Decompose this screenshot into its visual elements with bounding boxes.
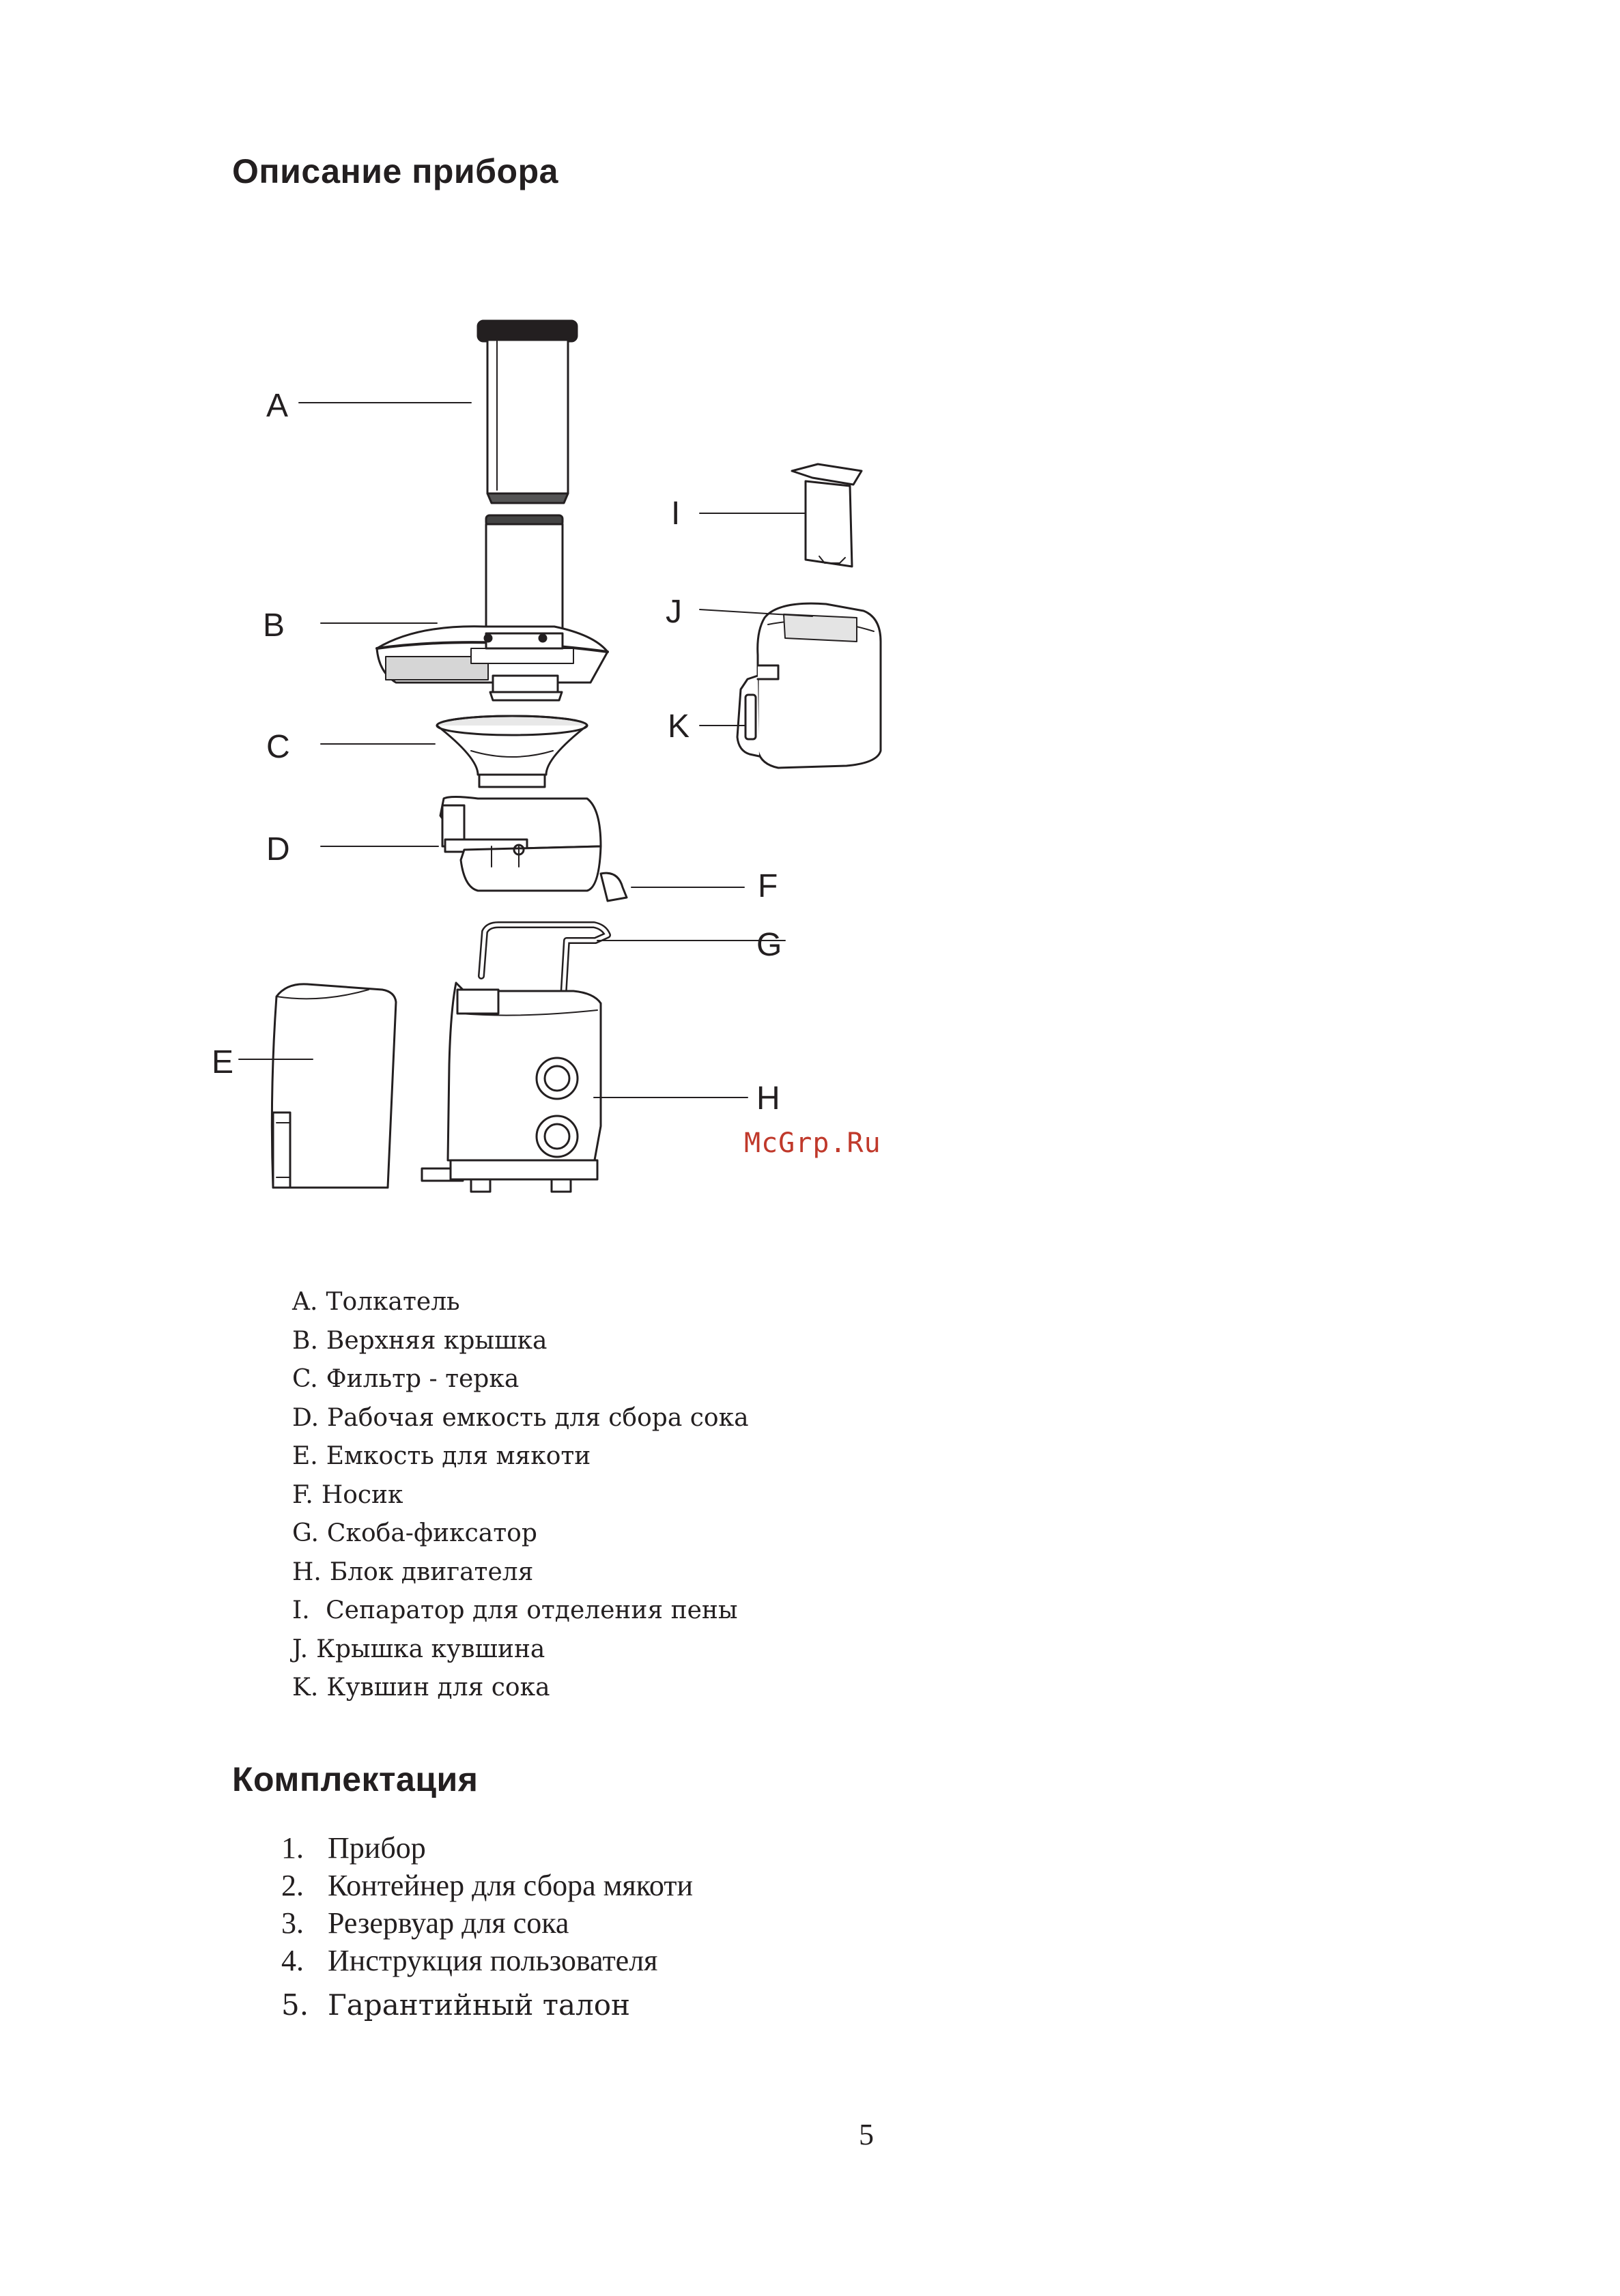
legend-text: Носик bbox=[321, 1480, 403, 1509]
kit-text: Резервуар для сока bbox=[328, 1906, 569, 1940]
legend-code: J. bbox=[292, 1635, 309, 1663]
legend-text: Емкость для мякоти bbox=[326, 1442, 591, 1470]
legend-code: G. bbox=[292, 1519, 319, 1547]
legend-item bbox=[292, 1322, 749, 1361]
callout-b: B bbox=[263, 607, 285, 644]
legend-item bbox=[292, 1592, 749, 1631]
legend-item bbox=[292, 1553, 749, 1592]
kit-number: 5. bbox=[281, 1988, 309, 2022]
legend-item bbox=[292, 1360, 749, 1399]
pulp-container-part bbox=[272, 984, 396, 1188]
kit-item bbox=[281, 1867, 693, 1904]
kit-number: 2. bbox=[281, 1869, 304, 1902]
kit-item bbox=[281, 1986, 693, 2024]
legend-code: F. bbox=[292, 1480, 313, 1509]
legend-code: I. bbox=[292, 1596, 310, 1624]
filter-grater-part bbox=[437, 716, 587, 787]
legend-code: C. bbox=[292, 1365, 318, 1393]
legend-code: B. bbox=[292, 1326, 318, 1355]
legend-text: Крышка кувшина bbox=[316, 1635, 545, 1663]
legend-text: Толкатель bbox=[326, 1288, 460, 1316]
legend-code: E. bbox=[292, 1442, 318, 1470]
legend-text: Блок двигателя bbox=[329, 1558, 534, 1586]
kit-list bbox=[281, 1829, 693, 2024]
legend-text: Сепаратор для отделения пены bbox=[317, 1596, 738, 1624]
legend-text: Скоба-фиксатор bbox=[326, 1519, 537, 1547]
kit-number: 4. bbox=[281, 1944, 304, 1977]
kit-text: Прибор bbox=[328, 1831, 426, 1865]
legend-item bbox=[292, 1515, 749, 1553]
kit-item bbox=[281, 1829, 693, 1867]
page-title: Описание прибора bbox=[232, 152, 558, 190]
juice-jug-part bbox=[737, 603, 881, 768]
callout-a: A bbox=[266, 388, 289, 424]
parts-legend bbox=[292, 1283, 749, 1708]
pusher-part bbox=[478, 321, 577, 503]
legend-item bbox=[292, 1476, 749, 1515]
motor-base-part bbox=[422, 925, 608, 1192]
kit-text: Гарантийный талон bbox=[328, 1988, 630, 2022]
legend-item bbox=[292, 1283, 749, 1322]
callout-j: J bbox=[666, 594, 682, 630]
legend-code: D. bbox=[292, 1403, 319, 1432]
legend-code: A. bbox=[292, 1288, 318, 1316]
legend-code: H. bbox=[292, 1558, 322, 1586]
juice-bowl-part bbox=[440, 797, 627, 902]
kit-text: Инструкция пользователя bbox=[328, 1944, 658, 1977]
foam-separator-part bbox=[792, 464, 862, 566]
callout-f: F bbox=[758, 868, 778, 904]
legend-text: Фильтр - терка bbox=[326, 1365, 520, 1393]
legend-text: Верхняя крышка bbox=[326, 1326, 548, 1355]
kit-title: Комплектация bbox=[232, 1760, 479, 1798]
kit-item bbox=[281, 1904, 693, 1942]
legend-text: Рабочая емкость для сбора сока bbox=[327, 1403, 749, 1432]
callout-k: K bbox=[668, 708, 690, 745]
kit-item bbox=[281, 1942, 693, 1979]
legend-text: Кувшин для сока bbox=[326, 1674, 550, 1702]
callout-i: I bbox=[671, 496, 681, 532]
legend-code: K. bbox=[292, 1674, 319, 1702]
kit-number: 3. bbox=[281, 1906, 304, 1940]
kit-text: Контейнер для сбора мякоти bbox=[328, 1869, 694, 1902]
legend-item bbox=[292, 1631, 749, 1669]
page-number: 5 bbox=[859, 2118, 874, 2151]
callout-c: C bbox=[266, 729, 290, 765]
legend-item bbox=[292, 1669, 749, 1708]
top-lid-part bbox=[377, 515, 608, 700]
callout-e: E bbox=[212, 1044, 234, 1080]
kit-number: 1. bbox=[281, 1831, 304, 1865]
watermark: McGrp.Ru bbox=[744, 1128, 881, 1159]
callout-g: G bbox=[756, 927, 782, 963]
legend-item bbox=[292, 1399, 749, 1438]
callout-h: H bbox=[756, 1080, 780, 1117]
legend-item bbox=[292, 1437, 749, 1476]
callout-d: D bbox=[266, 831, 290, 867]
